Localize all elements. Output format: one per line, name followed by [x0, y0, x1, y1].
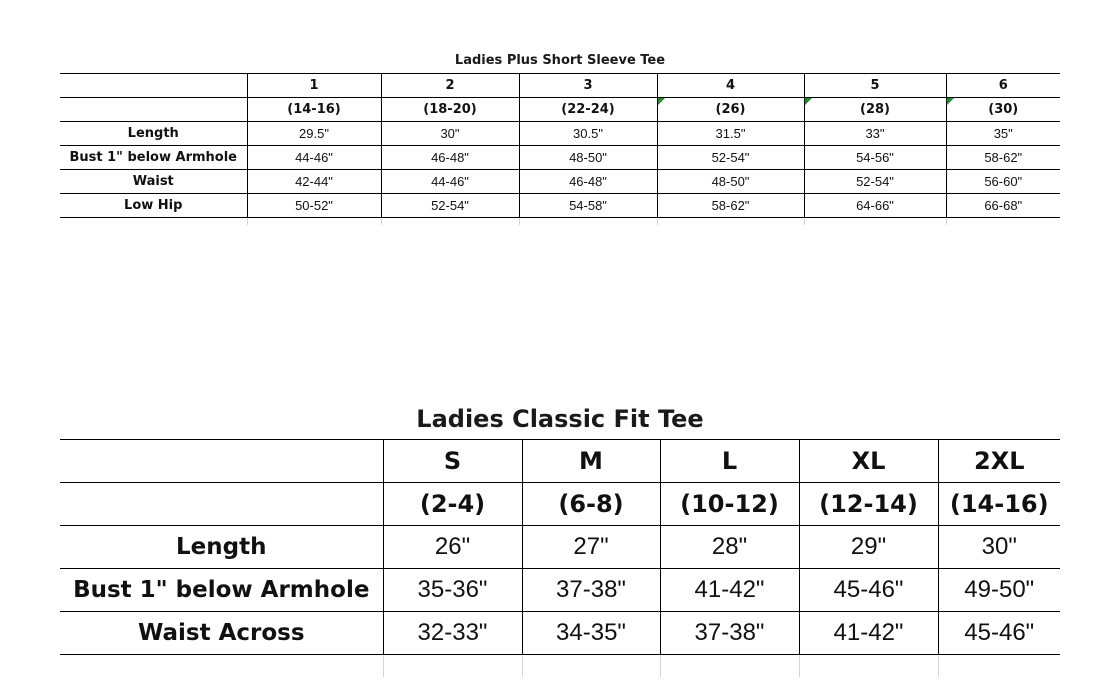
size-range: (10-12)	[660, 483, 799, 526]
measurement-cell: 56-60"	[946, 170, 1060, 194]
size-number: 4	[657, 74, 804, 98]
measurement-cell: 66-68"	[946, 194, 1060, 218]
empty-cell	[946, 218, 1060, 226]
measurement-cell: 54-58"	[519, 194, 657, 218]
measurement-cell: 29"	[799, 526, 938, 569]
size-range: (14-16)	[247, 98, 381, 122]
row-label: Bust 1" below Armhole	[60, 569, 383, 612]
measurement-cell: 28"	[660, 526, 799, 569]
measurement-cell: 37-38"	[522, 569, 660, 612]
measurement-cell: 46-48"	[519, 170, 657, 194]
measurement-cell: 34-35"	[522, 612, 660, 655]
empty-cell	[522, 655, 660, 678]
size-range: (26)	[657, 98, 804, 122]
measurement-cell: 48-50"	[657, 170, 804, 194]
measurement-cell: 54-56"	[804, 146, 946, 170]
measurement-cell: 44-46"	[247, 146, 381, 170]
measurement-cell: 31.5"	[657, 122, 804, 146]
measurement-cell: 30"	[381, 122, 519, 146]
empty-cell	[247, 218, 381, 226]
size-number: 6	[946, 74, 1060, 98]
measurement-cell: 52-54"	[804, 170, 946, 194]
measurement-cell: 29.5"	[247, 122, 381, 146]
empty-cell	[804, 218, 946, 226]
size-chart-classic-fit	[60, 439, 1060, 677]
row-label: Length	[60, 122, 247, 146]
table-row	[60, 194, 1060, 218]
measurement-cell: 27"	[522, 526, 660, 569]
measurement-cell: 44-46"	[381, 170, 519, 194]
size-letter: XL	[799, 440, 938, 483]
size-chart-plus-short-sleeve	[60, 73, 1060, 225]
measurement-cell: 35-36"	[383, 569, 522, 612]
empty-cell	[60, 218, 247, 226]
size-number-row	[60, 74, 1060, 98]
measurement-cell: 30.5"	[519, 122, 657, 146]
measurement-cell: 52-54"	[381, 194, 519, 218]
empty-cell	[519, 218, 657, 226]
empty-cell	[657, 218, 804, 226]
empty-row	[60, 655, 1060, 678]
size-range: (22-24)	[519, 98, 657, 122]
measurement-cell: 35"	[946, 122, 1060, 146]
measurement-cell: 45-46"	[799, 569, 938, 612]
measurement-cell: 41-42"	[660, 569, 799, 612]
measurement-cell: 58-62"	[657, 194, 804, 218]
table-row	[60, 146, 1060, 170]
size-range: (14-16)	[938, 483, 1060, 526]
size-range: (12-14)	[799, 483, 938, 526]
size-letter: M	[522, 440, 660, 483]
table1-title: Ladies Plus Short Sleeve Tee	[454, 53, 666, 68]
size-range: (6-8)	[522, 483, 660, 526]
size-range: (30)	[946, 98, 1060, 122]
empty-cell	[60, 655, 383, 678]
empty-cell	[381, 218, 519, 226]
table-row	[60, 170, 1060, 194]
size-range: (2-4)	[383, 483, 522, 526]
measurement-cell: 50-52"	[247, 194, 381, 218]
measurement-cell: 58-62"	[946, 146, 1060, 170]
size-range-row	[60, 98, 1060, 122]
size-number: 1	[247, 74, 381, 98]
table-row	[60, 526, 1060, 569]
measurement-cell: 42-44"	[247, 170, 381, 194]
size-letter: S	[383, 440, 522, 483]
size-range: (28)	[804, 98, 946, 122]
empty-cell	[938, 655, 1060, 678]
header-blank-cell	[60, 483, 383, 526]
size-letter: L	[660, 440, 799, 483]
row-label: Waist	[60, 170, 247, 194]
table-row	[60, 612, 1060, 655]
measurement-cell: 26"	[383, 526, 522, 569]
table2-title: Ladies Classic Fit Tee	[416, 405, 704, 433]
measurement-cell: 64-66"	[804, 194, 946, 218]
measurement-cell: 33"	[804, 122, 946, 146]
row-label: Bust 1" below Armhole	[60, 146, 247, 170]
row-label: Low Hip	[60, 194, 247, 218]
size-number: 3	[519, 74, 657, 98]
measurement-cell: 45-46"	[938, 612, 1060, 655]
size-letter-row	[60, 440, 1060, 483]
size-number: 2	[381, 74, 519, 98]
empty-cell	[660, 655, 799, 678]
table-row	[60, 122, 1060, 146]
size-range-row	[60, 483, 1060, 526]
row-label: Length	[60, 526, 383, 569]
empty-row	[60, 218, 1060, 226]
measurement-cell: 32-33"	[383, 612, 522, 655]
empty-cell	[383, 655, 522, 678]
size-range: (18-20)	[381, 98, 519, 122]
measurement-cell: 37-38"	[660, 612, 799, 655]
row-label: Waist Across	[60, 612, 383, 655]
size-letter: 2XL	[938, 440, 1060, 483]
measurement-cell: 48-50"	[519, 146, 657, 170]
header-blank-cell	[60, 440, 383, 483]
empty-cell	[799, 655, 938, 678]
header-blank-cell	[60, 74, 247, 98]
measurement-cell: 46-48"	[381, 146, 519, 170]
measurement-cell: 30"	[938, 526, 1060, 569]
measurement-cell: 52-54"	[657, 146, 804, 170]
header-blank-cell	[60, 98, 247, 122]
size-number: 5	[804, 74, 946, 98]
measurement-cell: 49-50"	[938, 569, 1060, 612]
measurement-cell: 41-42"	[799, 612, 938, 655]
table-row	[60, 569, 1060, 612]
